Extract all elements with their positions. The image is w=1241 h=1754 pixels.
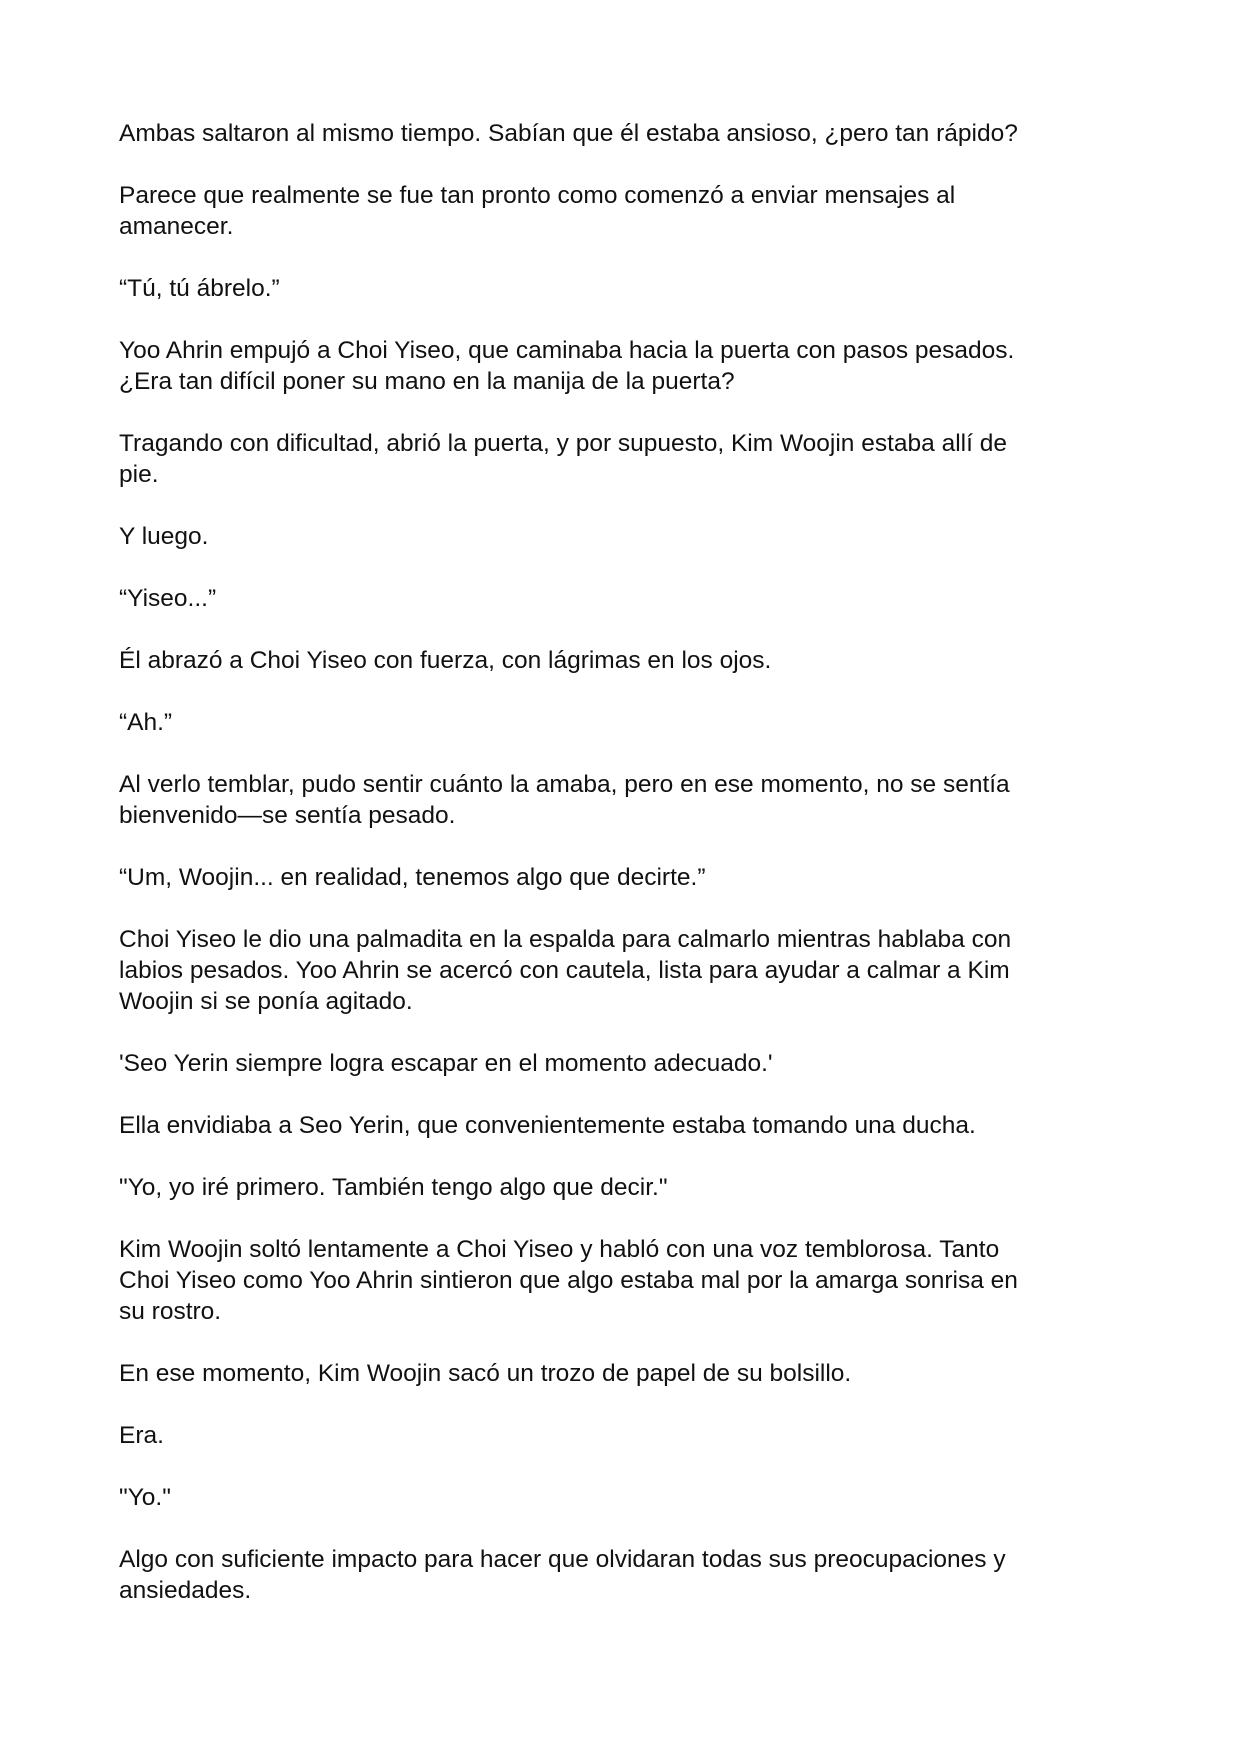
paragraph: “Tú, tú ábrelo.” xyxy=(119,275,280,302)
paragraph: Choi Yiseo le dio una palmadita en la espalda para calmarlo mientras hablaba con labios pesados. Yoo Ahrin se acercó con cautela, lista para ayudar a calmar a Kim Woojin si se ponía agitado. xyxy=(119,926,1012,1015)
paragraph: “Ah.” xyxy=(119,709,173,736)
paragraph: En ese momento, Kim Woojin sacó un trozo de papel de su bolsillo. xyxy=(119,1360,852,1387)
paragraph: “Yiseo...” xyxy=(119,585,217,612)
paragraph: 'Seo Yerin siempre logra escapar en el momento adecuado.' xyxy=(119,1050,773,1077)
paragraph: Al verlo temblar, pudo sentir cuánto la amaba, pero en ese momento, no se sentía bienvenido—se sentía pesado. xyxy=(119,771,1010,829)
paragraph: Ambas saltaron al mismo tiempo. Sabían que él estaba ansioso, ¿pero tan rápido? xyxy=(119,120,1018,147)
paragraph: Él abrazó a Choi Yiseo con fuerza, con lágrimas en los ojos. xyxy=(119,647,772,674)
paragraph: Ella envidiaba a Seo Yerin, que convenientemente estaba tomando una ducha. xyxy=(119,1112,976,1139)
paragraph: “Um, Woojin... en realidad, tenemos algo que decirte.” xyxy=(119,864,706,891)
paragraph: "Yo." xyxy=(119,1484,171,1511)
paragraph: Kim Woojin soltó lentamente a Choi Yiseo y habló con una voz temblorosa. Tanto Choi Yiseo como Yoo Ahrin sintieron que algo estaba mal por la amarga sonrisa en su rostro. xyxy=(119,1236,1018,1325)
paragraph: Y luego. xyxy=(119,523,209,550)
paragraph: Tragando con dificultad, abrió la puerta, y por supuesto, Kim Woojin estaba allí de pie. xyxy=(119,430,1007,488)
paragraph: Era. xyxy=(119,1422,164,1449)
document-body xyxy=(119,118,1129,1637)
paragraph: Yoo Ahrin empujó a Choi Yiseo, que caminaba hacia la puerta con pasos pesados. ¿Era tan difícil poner su mano en la manija de la puerta? xyxy=(119,337,1015,395)
paragraph: Algo con suficiente impacto para hacer que olvidaran todas sus preocupaciones y ansiedades. xyxy=(119,1546,1006,1604)
paragraph: Parece que realmente se fue tan pronto como comenzó a enviar mensajes al amanecer. xyxy=(119,182,956,240)
paragraph: "Yo, yo iré primero. También tengo algo que decir." xyxy=(119,1174,668,1201)
